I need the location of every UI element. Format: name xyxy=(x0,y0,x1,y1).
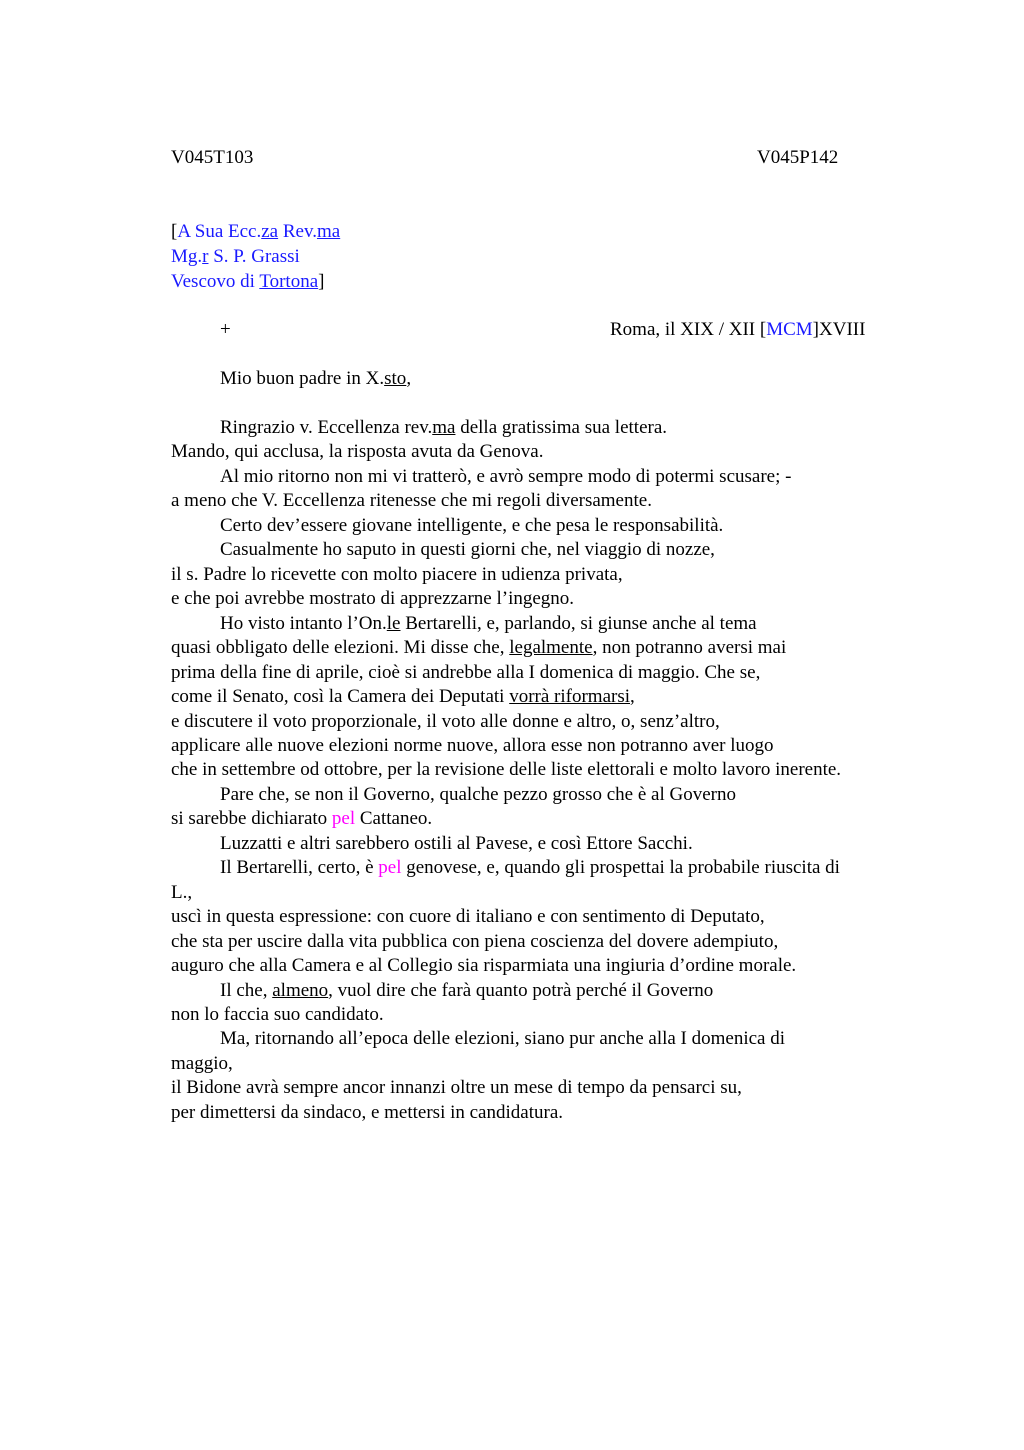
body-line: L., xyxy=(171,882,193,903)
body-line: che sta per uscire dalla vita pubblica con piena coscienza del dovere adempiuto, xyxy=(171,931,779,952)
body-line: Mando, qui acclusa, la risposta avuta da Genova. xyxy=(171,441,544,462)
document-code-left: V045T103 xyxy=(171,147,254,168)
address-line-2: Mg.r S. P. Grassi xyxy=(171,246,300,267)
address-line-3: Vescovo di Tortona] xyxy=(171,271,325,292)
body-line: Casualmente ho saputo in questi giorni che, nel viaggio di nozze, xyxy=(220,539,715,560)
body-line: Il che, almeno, vuol dire che farà quanto potrà perché il Governo xyxy=(220,980,714,1001)
body-line: Pare che, se non il Governo, qualche pezzo grosso che è al Governo xyxy=(220,784,736,805)
body-line: si sarebbe dichiarato pel Cattaneo. xyxy=(171,808,433,829)
body-line: Ringrazio v. Eccellenza rev.ma della gratissima sua lettera. xyxy=(220,417,668,438)
body-line: per dimettersi da sindaco, e mettersi in candidatura. xyxy=(171,1102,563,1123)
body-line: applicare alle nuove elezioni norme nuove, allora esse non potranno aver luogo xyxy=(171,735,774,756)
body-line: e discutere il voto proporzionale, il voto alle donne e altro, o, senz’altro, xyxy=(171,711,720,732)
document-code-right: V045P142 xyxy=(757,147,839,168)
body-line: Certo dev’essere giovane intelligente, e che pesa le responsabilità. xyxy=(220,515,724,536)
body-line: Ma, ritornando all’epoca delle elezioni, siano pur anche alla I domenica di xyxy=(220,1028,786,1049)
cross-symbol: + xyxy=(220,319,231,340)
salutation: Mio buon padre in X.sto, xyxy=(220,368,412,389)
address-line-1: [A Sua Ecc.za Rev.ma xyxy=(171,221,341,242)
body-line: Luzzatti e altri sarebbero ostili al Pavese, e così Ettore Sacchi. xyxy=(220,833,693,854)
body-line: non lo faccia suo candidato. xyxy=(171,1004,384,1025)
body-line: che in settembre od ottobre, per la revisione delle liste elettorali e molto lavoro inerente. xyxy=(171,759,842,780)
body-line: il Bidone avrà sempre ancor innanzi oltre un mese di tempo da pensarci su, xyxy=(171,1077,742,1098)
body-line: quasi obbligato delle elezioni. Mi disse che, legalmente, non potranno aversi mai xyxy=(171,637,787,658)
body-line: maggio, xyxy=(171,1053,233,1074)
body-line: Il Bertarelli, certo, è pel genovese, e, quando gli prospettai la probabile riuscita di xyxy=(220,857,840,878)
body-line: a meno che V. Eccellenza ritenesse che mi regoli diversamente. xyxy=(171,490,652,511)
body-line: il s. Padre lo ricevette con molto piacere in udienza privata, xyxy=(171,564,623,585)
dateline: Roma, il XIX / XII [MCM]XVIII xyxy=(610,319,866,340)
body-line: auguro che alla Camera e al Collegio sia risparmiata una ingiuria d’ordine morale. xyxy=(171,955,797,976)
body-line: come il Senato, così la Camera dei Deputati vorrà riformarsi, xyxy=(171,686,635,707)
body-line: Ho visto intanto l’On.le Bertarelli, e, parlando, si giunse anche al tema xyxy=(220,613,757,634)
body-line: Al mio ritorno non mi vi tratterò, e avrò sempre modo di potermi scusare; - xyxy=(220,466,792,487)
body-line: uscì in questa espressione: con cuore di italiano e con sentimento di Deputato, xyxy=(171,906,765,927)
body-line: e che poi avrebbe mostrato di apprezzarne l’ingegno. xyxy=(171,588,575,609)
body-line: prima della fine di aprile, cioè si andrebbe alla I domenica di maggio. Che se, xyxy=(171,662,761,683)
